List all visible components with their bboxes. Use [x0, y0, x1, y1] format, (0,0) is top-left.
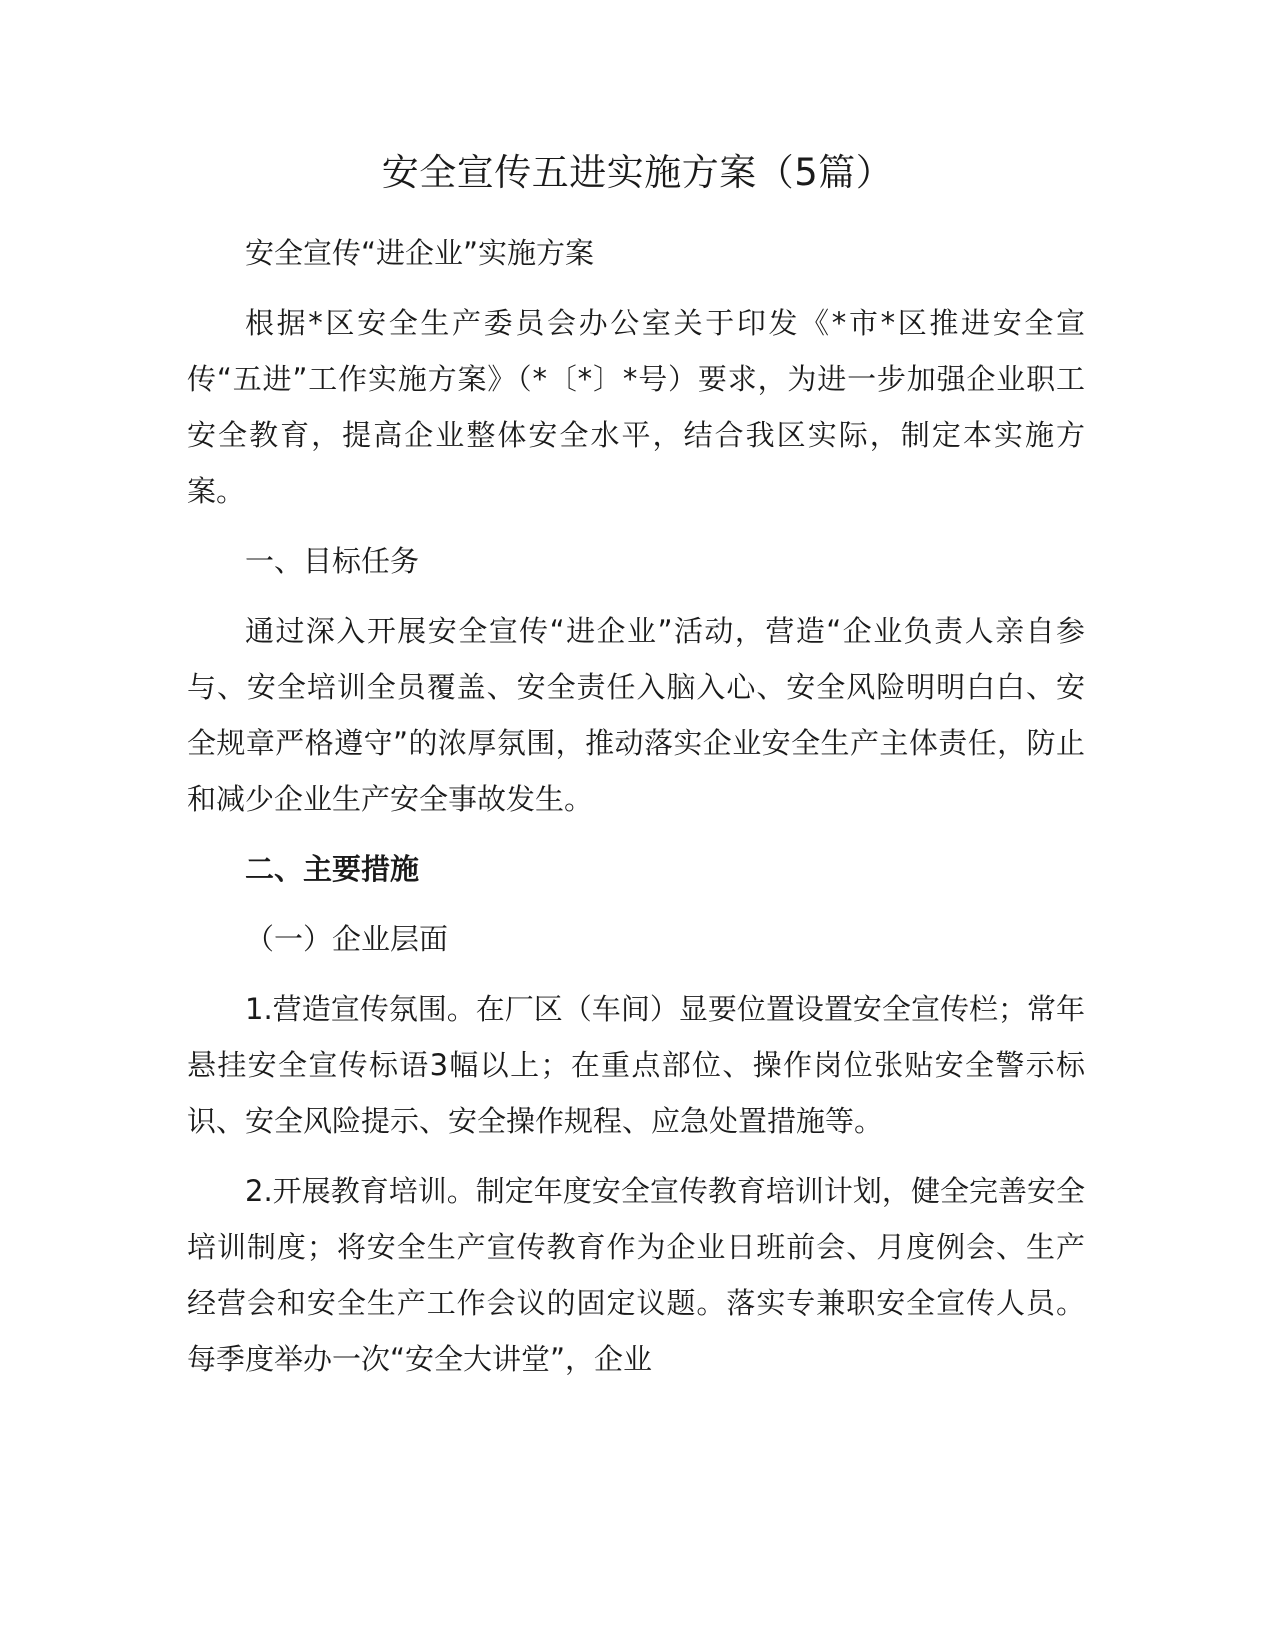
document-title: 安全宣传五进实施方案（5篇） — [381, 151, 894, 194]
document-subtitle: 安全宣传“进企业”实施方案 — [245, 236, 595, 270]
document-body — [187, 225, 1085, 1401]
section-heading-goals: 一、目标任务 — [245, 544, 420, 578]
paragraph-measure-1: 1.营造宣传氛围。在厂区（车间）显要位置设置安全宣传栏；常年悬挂安全宣传标语3幅以上；在重点部位、操作岗位张贴安全警示标识、安全风险提示、安全操作规程、应急处置措施等。 — [187, 992, 1085, 1138]
paragraph-measure-2: 2.开展教育培训。制定年度安全宣传教育培训计划，健全完善安全培训制度；将安全生产宣传教育作为企业日班前会、月度例会、生产经营会和安全生产工作会议的固定议题。落实专兼职安全宣传人员。每季度举办一次“安全大讲堂”，企业 — [187, 1174, 1085, 1376]
paragraph-basis: 根据*区安全生产委员会办公室关于印发《*市*区推进安全宣传“五进”工作实施方案》（*〔*〕*号）要求，为进一步加强企业职工安全教育，提高企业整体安全水平，结合我区实际，制定本实施方案。 — [187, 306, 1085, 508]
paragraph-goals: 通过深入开展安全宣传“进企业”活动，营造“企业负责人亲自参与、安全培训全员覆盖、安全责任入脑入心、安全风险明明白白、安全规章严格遵守”的浓厚氛围，推动落实企业安全生产主体责任，防止和减少企业生产安全事故发生。 — [187, 614, 1085, 816]
section-heading-measures: 二、主要措施 — [245, 852, 420, 886]
subsection-heading-enterprise: （一）企业层面 — [245, 922, 449, 956]
